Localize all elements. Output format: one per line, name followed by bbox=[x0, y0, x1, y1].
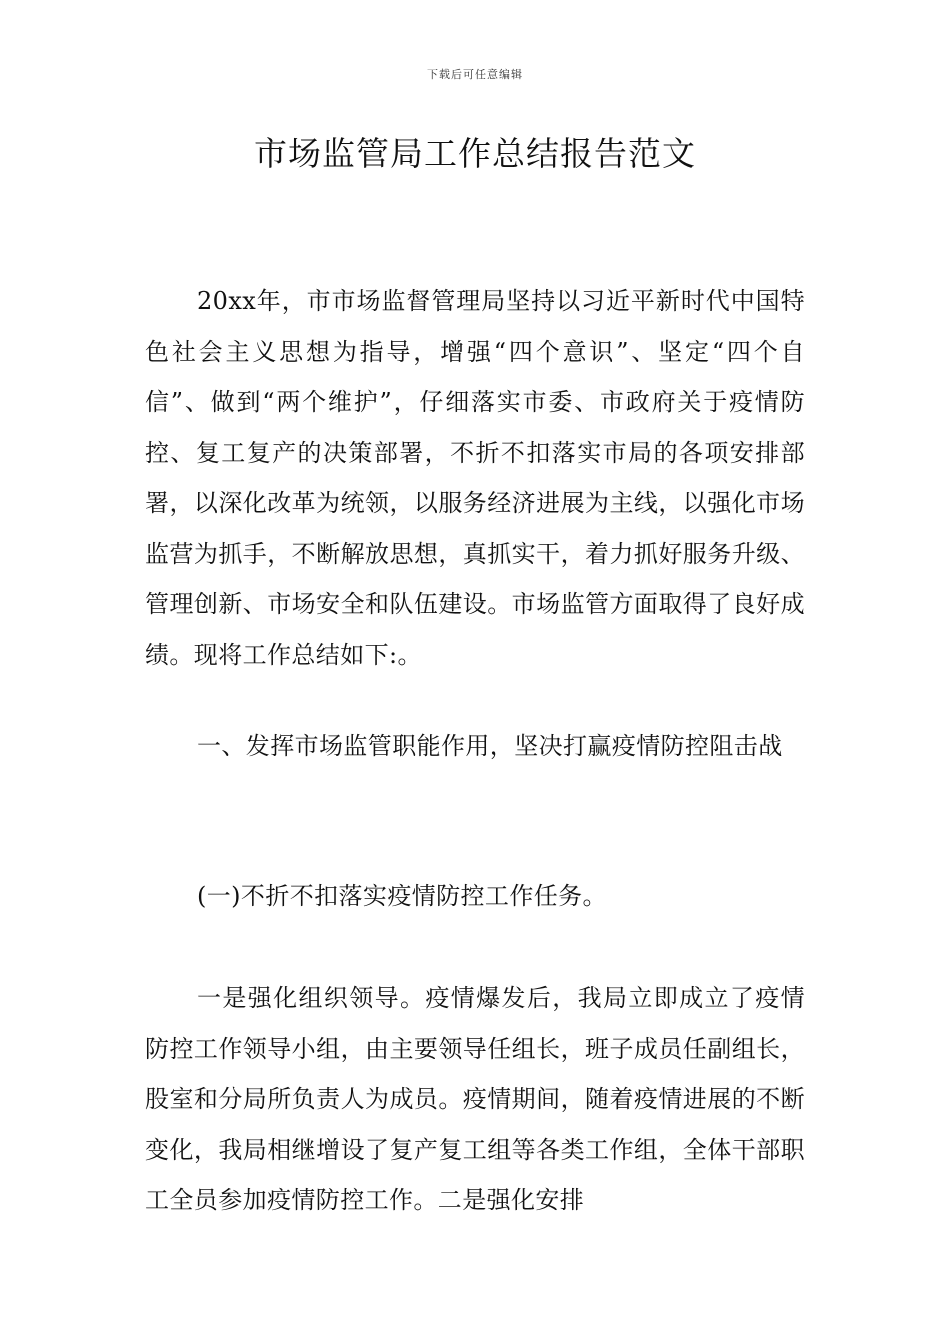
header-note: 下载后可任意编辑 bbox=[427, 68, 523, 81]
intro-paragraph: 20xx年，市市场监督管理局坚持以习近平新时代中国特色社会主义思想为指导，增强“四个意识”、坚定“四个自信”、做到“两个维护”，仔细落实市委、市政府关于疫情防控、复工复产的决策部署，不折不扣落实市局的各项安排部署，以深化改革为统领，以服务经济进展为主线，以强化市场监营为抓手，不断解放思想，真抓实干，着力抓好服务升级、管理创新、市场安全和队伍建设。市场监管方面取得了良好成绩。现将工作总结如下:。 bbox=[145, 287, 805, 669]
section-heading-1: 一、发挥市场监管职能作用，坚决打赢疫情防控阻击战 bbox=[197, 732, 783, 760]
subsection-heading-1: (一)不折不扣落实疫情防控工作任务。 bbox=[197, 882, 607, 910]
document-title: 市场监管局工作总结报告范文 bbox=[254, 134, 696, 173]
body-paragraph-1: 一是强化组织领导。疫情爆发后，我局立即成立了疫情防控工作领导小组，由主要领导任组长，班子成员任副组长，股室和分局所负责人为成员。疫情期间，随着疫情进展的不断变化，我局相继增设了复产复工组等各类工作组，全体干部职工全员参加疫情防控工作。二是强化安排 bbox=[145, 984, 805, 1214]
